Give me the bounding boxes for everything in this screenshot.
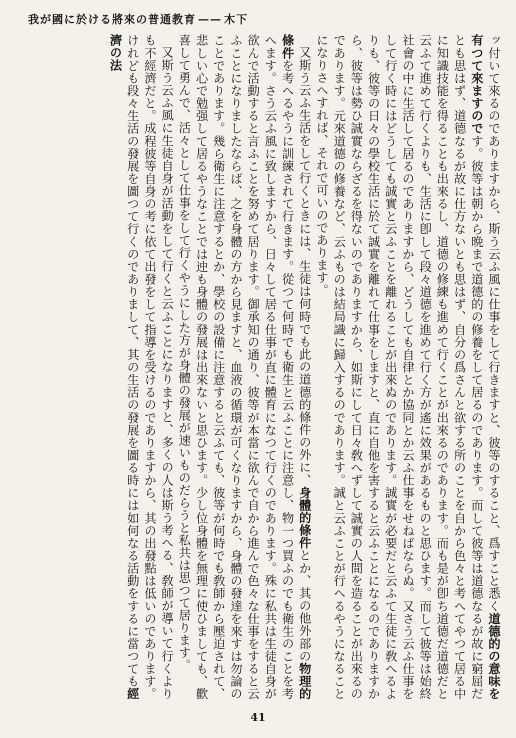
text-run: す。彼等は朝から晩まで道德的の修養をして居るのであります。而して彼等は道德なるが故に窮屈だとも思はず、道德なるが故に仕方ないとも思はず、自分の爲さんと欲する所のことを自から色々と考へてやつて居る中に知識技能を得ることも出來るし、道德の修練も進めて行くことが出來るのであります。而も是が卽ち道德だ道德だと云ふて進めて行くよりも、生活に卽して段々道德を進めて行く方が遙に效果があるものと思ひます。而して彼等は始終社會の中に生活して居るのでありますから、どうしても自律とか協同とか云ふ仕事をせねばならぬ。又さう云ふ仕事をして行く時にはどうしても誠實と云ふことを離れることが出來ぬのであります。誠實が必要だと云ふて生徒に敎へるよりも、彼等の日々の學校生活に於て誠實を離れて仕事をしますと、直に自他を害すると云ふことになるのでありますから、彼等は勢ひ誠實ならざるを得ないのでありますから、如斯にして日々敎へずして誠實の人間を造ることが出來るのであります。元來道德の修養など、云ふものは結局識に歸入するのであります。誠と云ふことが行へるやうになることになりさへすれば、それで可いのであります。 [314,34,484,700]
text-run: とか、其の他外部の [297,549,312,663]
text-run: 又斯う云ふ風に生徒自身が活動をして行くと云ふことになりますと、多くの人は斯う考へる、敎師が導いて行くよりも不經濟だと。成程彼等自身の考に依て出發をして指導を受けるのでありますから、其の出發點は低いのであります。けれども段々生活の發展を圖つて行くのでありまして、其の生活の發展を圖る時には如何なる活動をするに當つても [125,34,175,700]
page-number: 41 [250,711,266,724]
text-run: を考へるやうに訓練されて行きます。從つて何時でも衛生と云ふことに注意し、物一つ買ふのでも衛生のことを考へます。さう云ふ風に致しますから、日々して居る仕事が直に體育になつて行くのであります。殊に私共は生徒自身が欲んで活動すると言ふことを努めて居ります。御承知の通り、彼等が本當に欲んで自から進んで色々な仕事をすると云ふことになりましたならば、之を身體の方から見ますと、血液の循環が可くなりますから、身體の發達を來すは勿論のことであります。幾ら衛生に注意するとか、學校の設備に注意すると云ふても、彼等が何時でも敎師から壓迫されて、悲しい心で勉强して居るやうなことでは迚も身體の發展は出來ないと思ひます。少し位身體を無理に使ひましても、歡喜して勇んで、活々として仕事をして行くやうにした方が身體の發展が速いものだらうと私共は思つて居ります。 [177,34,295,700]
header-separator: —— [198,12,222,26]
running-header [28,10,488,28]
paragraph [313,34,502,700]
text-run: 又斯う云ふ生活をして行くときには、生徒は何時でも此の道德的條件の外に、 [297,46,312,487]
bold-text: 身體的條件 [297,486,312,550]
bold-text: 物理的條件 [280,34,312,700]
header-author: 木下 [224,13,248,26]
text-run: ッ付いて來るのでありますから、斯う云ふ風に仕事をして行きますと、彼等のすること、爲すこと悉く [487,34,501,613]
paragraph [175,34,313,700]
bold-text: 道德的の意味を有つて來ますので [469,34,501,700]
body-text [18,34,502,700]
header-title: 我が國に於ける將來の普通教育 [28,13,196,26]
paragraph [106,34,175,700]
bold-text: 經濟の法 [108,34,140,700]
